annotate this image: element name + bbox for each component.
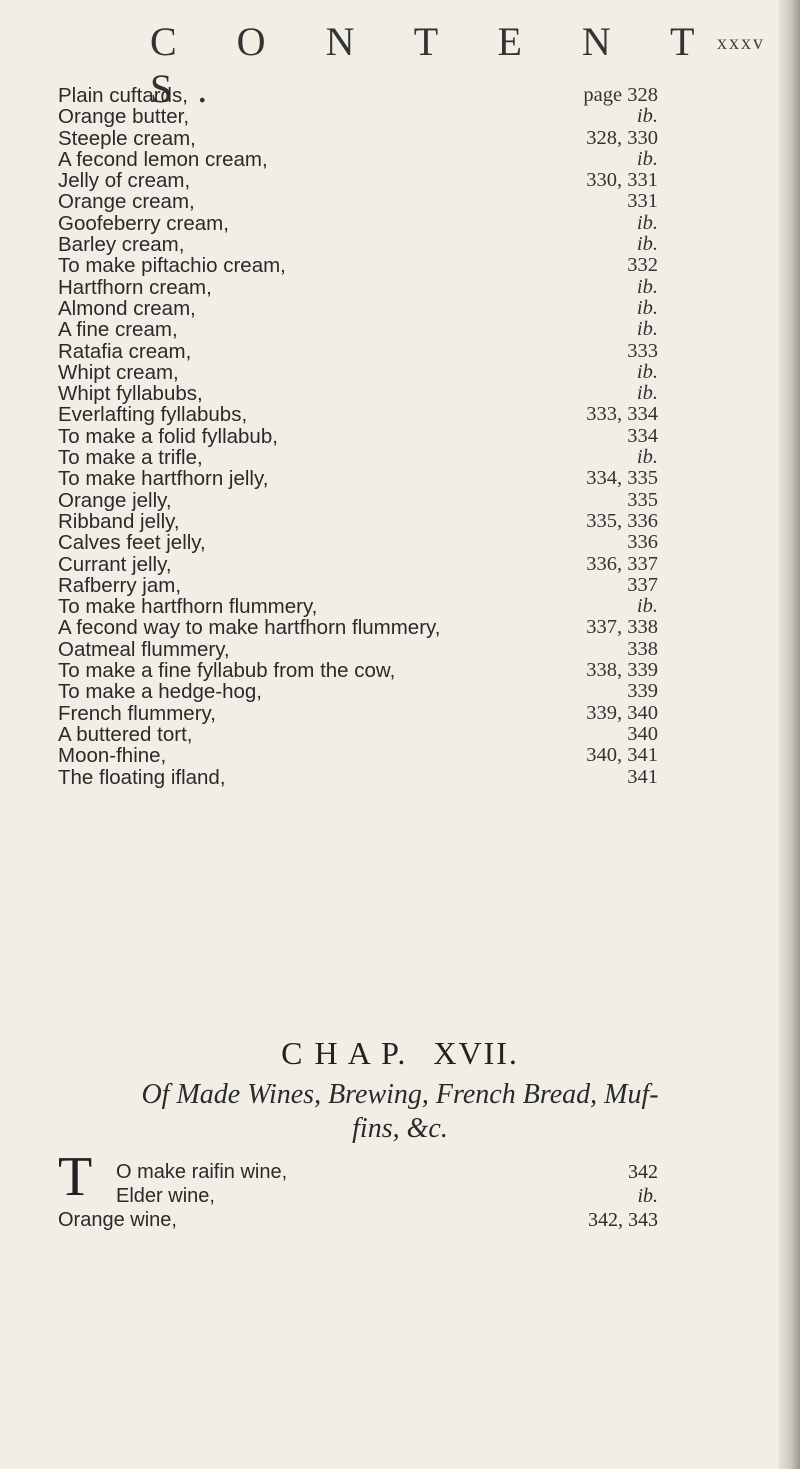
contents-entry — [58, 703, 658, 724]
contents-entry — [58, 362, 658, 383]
entry-title: Rafberry jam, — [58, 573, 182, 597]
entry-page: ib. — [636, 595, 658, 618]
contents-entry — [58, 213, 658, 234]
entry-title: Hartfhorn cream, — [58, 275, 212, 299]
contents-entry — [58, 298, 658, 319]
contents-entry — [58, 106, 658, 127]
entry-title: To make hartfhorn flummery, — [58, 595, 318, 619]
contents-entry — [58, 447, 658, 468]
contents-entry — [58, 660, 658, 681]
entry-title: Calves feet jelly, — [58, 531, 206, 555]
entry-title: A fecond lemon cream, — [58, 147, 268, 171]
entry-page: 337 — [627, 573, 658, 596]
entry-page: ib. — [636, 318, 658, 341]
chapter-number: XVII. — [433, 1035, 519, 1071]
contents-entry — [58, 724, 658, 745]
entry-page: ib. — [636, 360, 658, 383]
entry-title: A fine cream, — [58, 318, 178, 342]
entry-title: Orange cream, — [58, 190, 195, 214]
contents-entry — [58, 767, 658, 788]
entry-page: ib. — [636, 275, 658, 298]
contents-entry — [58, 341, 658, 362]
contents-entry — [58, 468, 658, 489]
entry-title: Currant jelly, — [58, 552, 172, 576]
entry-title: Almond cream, — [58, 296, 196, 320]
entry-page: 328, 330 — [586, 126, 658, 149]
entry-title: Ratafia cream, — [58, 339, 192, 363]
page-edge-shadow — [778, 0, 800, 1469]
entry-title: Moon-fhine, — [58, 744, 167, 768]
entry-page: 340 — [627, 722, 658, 745]
entry-page: ib. — [636, 147, 658, 170]
entry-title: Everlafting fyllabubs, — [58, 403, 248, 427]
entry-page: 338 — [627, 637, 658, 660]
entry-page: ib. — [636, 233, 658, 256]
entry-title: To make hartfhorn jelly, — [58, 467, 269, 491]
page-number: xxxv — [717, 32, 765, 54]
entry-title: O make raifin wine, — [116, 1161, 288, 1183]
chapter-subtitle-line-2: fins, &c. — [352, 1113, 448, 1144]
contents-entry — [58, 490, 658, 511]
entry-title: To make piftachio cream, — [58, 254, 286, 278]
entry-page: 338, 339 — [586, 659, 658, 682]
running-title: C O N T E N T S. — [150, 19, 719, 111]
entry-title: To make a folid fyllabub, — [58, 424, 278, 448]
entry-title: Oatmeal flummery, — [58, 637, 230, 661]
entry-page: 336 — [627, 531, 658, 554]
entry-page: 332 — [627, 254, 658, 277]
entry-page: 330, 331 — [586, 169, 658, 192]
entry-page: 342 — [628, 1161, 658, 1183]
contents-entry — [58, 511, 658, 532]
entry-title: Elder wine, — [116, 1185, 215, 1207]
contents-entry — [58, 681, 658, 702]
contents-entry — [58, 277, 658, 298]
contents-entry — [58, 149, 658, 170]
entry-title: Jelly of cream, — [58, 169, 191, 193]
entry-page: 336, 337 — [586, 552, 658, 575]
entry-title: Whipt cream, — [58, 360, 179, 384]
entry-title: French flummery, — [58, 701, 216, 725]
chapter-heading — [0, 1035, 800, 1072]
contents-entry — [58, 319, 658, 340]
entry-page: ib. — [636, 296, 658, 319]
entry-title: Whipt fyllabubs, — [58, 382, 203, 406]
entry-title: The floating ifland, — [58, 765, 226, 789]
contents-entry — [58, 532, 658, 553]
entry-title: Barley cream, — [58, 233, 185, 257]
entry-title: To make a hedge-hog, — [58, 680, 262, 704]
chapter-contents-list — [58, 1160, 658, 1232]
entry-title: A buttered tort, — [58, 722, 193, 746]
entry-title: Goofeberry cream, — [58, 211, 229, 235]
entry-page: ib. — [636, 105, 658, 128]
entry-page: page 328 — [583, 84, 658, 106]
contents-entry — [58, 383, 658, 404]
entry-page: 333 — [627, 339, 658, 362]
entry-title: To make a trifle, — [58, 446, 203, 470]
contents-entry — [58, 191, 658, 212]
contents-entry — [58, 255, 658, 276]
entry-page: 339, 340 — [586, 701, 658, 724]
contents-entry — [58, 745, 658, 766]
chapter-subtitle-line-1: Of Made Wines, Brewing, French Bread, Muf- — [141, 1079, 659, 1110]
entry-page: ib. — [636, 446, 658, 469]
contents-entry — [58, 170, 658, 191]
contents-entry — [58, 404, 658, 425]
contents-entry — [58, 128, 658, 149]
entry-title: Orange wine, — [58, 1209, 177, 1231]
contents-list — [58, 85, 658, 788]
entry-page: 334, 335 — [586, 467, 658, 490]
entry-title: Orange butter, — [58, 105, 190, 129]
contents-entry — [58, 234, 658, 255]
contents-entry — [58, 639, 658, 660]
chapter-contents-entry — [58, 1160, 658, 1184]
chapter-label: C H A P. — [281, 1035, 408, 1071]
entry-page: ib. — [637, 1185, 658, 1207]
entry-page: 337, 338 — [586, 616, 658, 639]
entry-page: ib. — [636, 211, 658, 234]
entry-page: 334 — [627, 424, 658, 447]
drop-cap: T — [58, 1146, 93, 1208]
entry-page: 339 — [627, 680, 658, 703]
entry-page: 333, 334 — [586, 403, 658, 426]
chapter-subtitle — [0, 1078, 800, 1146]
entry-page: 335 — [627, 488, 658, 511]
entry-title: To make a fine fyllabub from the cow, — [58, 659, 396, 683]
contents-entry — [58, 575, 658, 596]
contents-entry — [58, 596, 658, 617]
entry-page: 335, 336 — [586, 509, 658, 532]
entry-page: 342, 343 — [588, 1209, 658, 1231]
chapter-contents-entry — [58, 1208, 658, 1232]
entry-title: Plain cuftards, — [58, 84, 188, 107]
entry-title: A fecond way to make hartfhorn flummery, — [58, 616, 441, 640]
entry-title: Ribband jelly, — [58, 509, 180, 533]
entry-title: Orange jelly, — [58, 488, 172, 512]
chapter-contents-entry — [58, 1184, 658, 1208]
contents-entry — [58, 85, 658, 106]
entry-title: Steeple cream, — [58, 126, 196, 150]
entry-page: 340, 341 — [586, 744, 658, 767]
contents-entry — [58, 617, 658, 638]
entry-page: 331 — [627, 190, 658, 213]
contents-entry — [58, 554, 658, 575]
contents-entry — [58, 426, 658, 447]
entry-page: 341 — [627, 765, 658, 788]
entry-page: ib. — [636, 382, 658, 405]
